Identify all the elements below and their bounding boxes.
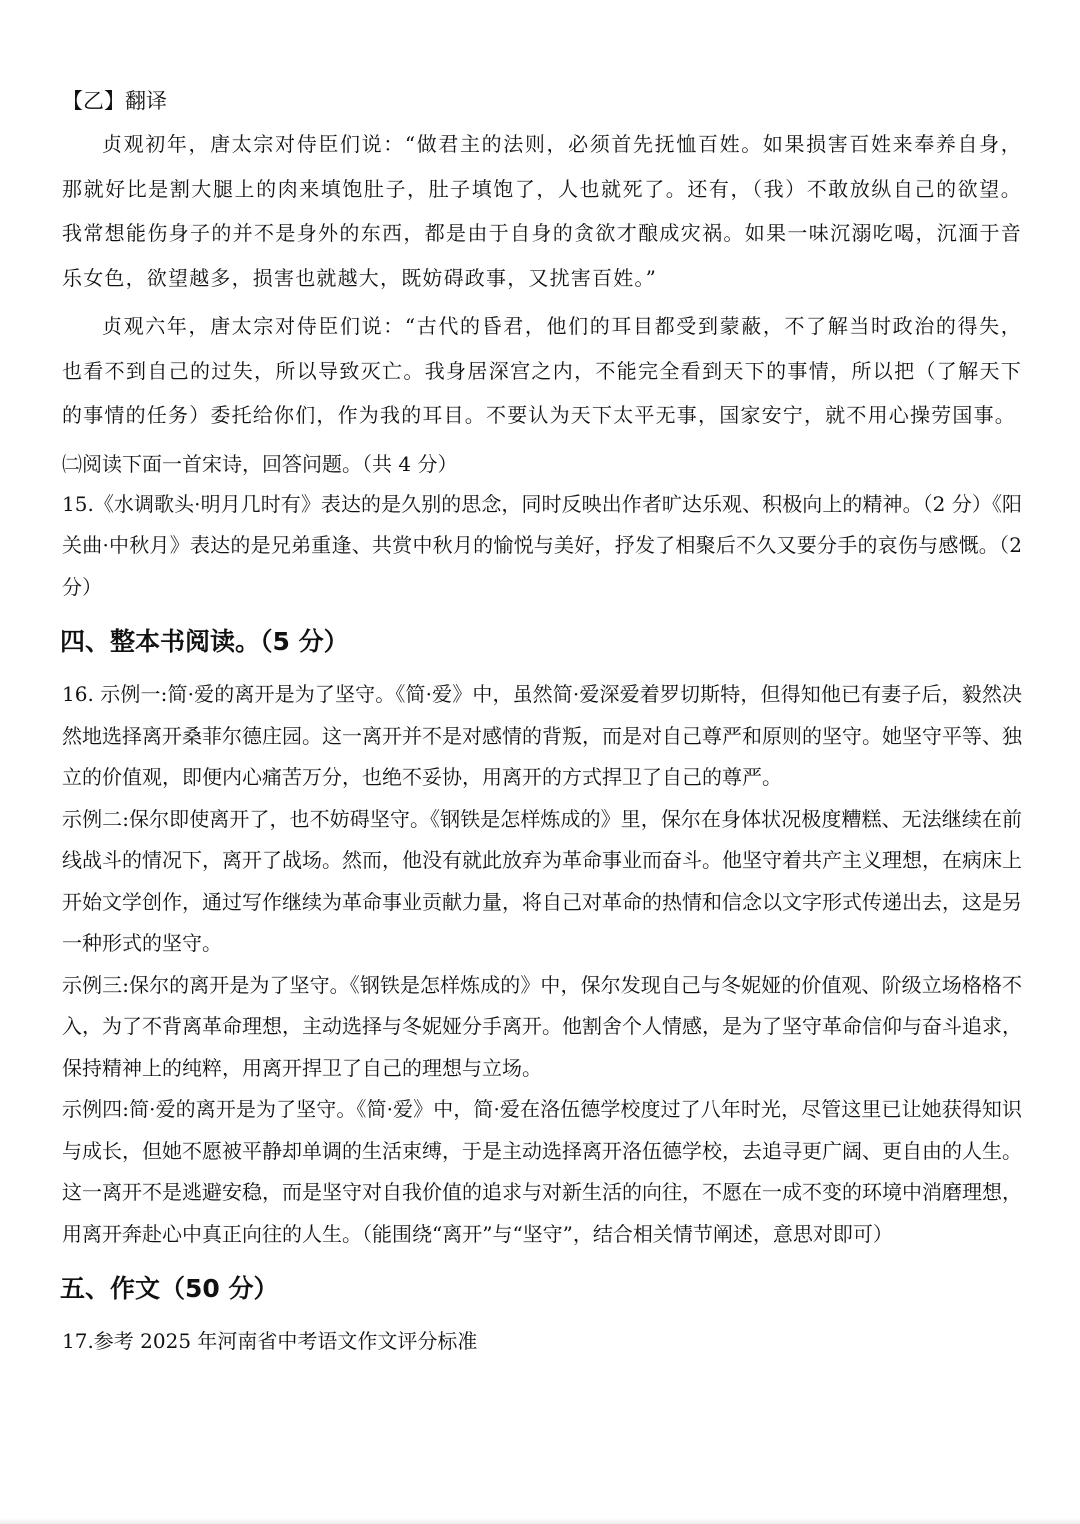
translation-paragraph-2: 贞观六年，唐太宗对侍臣们说：“古代的昏君，他们的耳目都受到蒙蔽，不了解当时政治的得失，也看不到自己的过失，所以导致灭亡。我身居深宫之内，不能完全看到天下的事情，所以把（了解天下的事情的任务）委托给你们，作为我的耳目。不要认为天下太平无事，国家安宁，就不用心操劳国事。 [62,314,1022,427]
question-16-example-2: 示例二:保尔即使离开了，也不妨碍坚守。《钢铁是怎样炼成的》里，保尔在身体状况极度糟糕、无法继续在前线战斗的情况下，离开了战场。然而，他没有就此放弃为革命事业而奋斗。他坚守着共产主义理想，在病床上开始文学创作，通过写作继续为革命事业贡献力量，将自己对革命的热情和信念以文字形式传递出去，这是另一种形式的坚守。 [62,806,1022,955]
question-16-example-1: 16. 示例一:简·爱的离开是为了坚守。《简·爱》中，虽然简·爱深爱着罗切斯特，但得知他已有妻子后，毅然决然地选择离开桑菲尔德庄园。这一离开并不是对感情的背叛，而是对自己尊严和原则的坚守。她坚守平等、独立的价值观，即便内心痛苦万分，也绝不妥协，用离开的方式捍卫了自己的尊严。 [62,682,1022,789]
question-15-answer: 15.《水调歌头·明月几时有》表达的是久别的思念，同时反映出作者旷达乐观、积极向上的精神。（2 分）《阳关曲·中秋月》表达的是兄弟重逢、共赏中秋月的愉悦与美好，抒发了相聚后不久又要分手的哀伤与感慨。（2 分） [62,491,1022,599]
poem-section-heading: ㈡阅读下面一首宋诗，回答问题。（共 4 分） [62,451,458,476]
question-17-answer: 17.参考 2025 年河南省中考语文作文评分标准 [62,1329,478,1353]
translation-label: 【乙】翻译 [62,89,167,113]
question-16-example-3: 示例三:保尔的离开是为了坚守。《钢铁是怎样炼成的》中，保尔发现自己与冬妮娅的价值观、阶级立场格格不入，为了不背离革命理想，主动选择与冬妮娅分手离开。他割舍个人情感，是为了坚守革命信仰与奋斗追求，保持精神上的纯粹，用离开捍卫了自己的理想与立场。 [62,972,1022,1080]
question-16-example-4: 示例四:简·爱的离开是为了坚守。《简·爱》中，简·爱在洛伍德学校度过了八年时光，尽管这里已让她获得知识与成长，但她不愿被平静却单调的生活束缚，于是主动选择离开洛伍德学校，去追寻更广阔、更自由的人生。这一离开不是逃避安稳，而是坚守对自我价值的追求与对新生活的向往，不愿在一成不变的环境中消磨理想，用离开奔赴心中真正向往的人生。（能围绕“离开”与“坚守”，结合相关情节阐述，意思对即可） [62,1097,1022,1246]
translation-paragraph-1: 贞观初年，唐太宗对侍臣们说：“做君主的法则，必须首先抚恤百姓。如果损害百姓来奉养自身，那就好比是割大腿上的肉来填饱肚子，肚子填饱了，人也就死了。还有，（我）不敢放纵自己的欲望。我常想能伤身子的并不是身外的东西，都是由于自身的贪欲才酿成灾祸。如果一味沉溺吃喝，沉湎于音乐女色，欲望越多，损害也就越大，既妨碍政事，又扰害百姓。” [62,132,1022,290]
section-4-heading: 四、整本书阅读。（5 分） [60,627,349,656]
page-bottom-edge [0,1518,1080,1524]
section-5-heading: 五、作文（50 分） [60,1274,279,1303]
